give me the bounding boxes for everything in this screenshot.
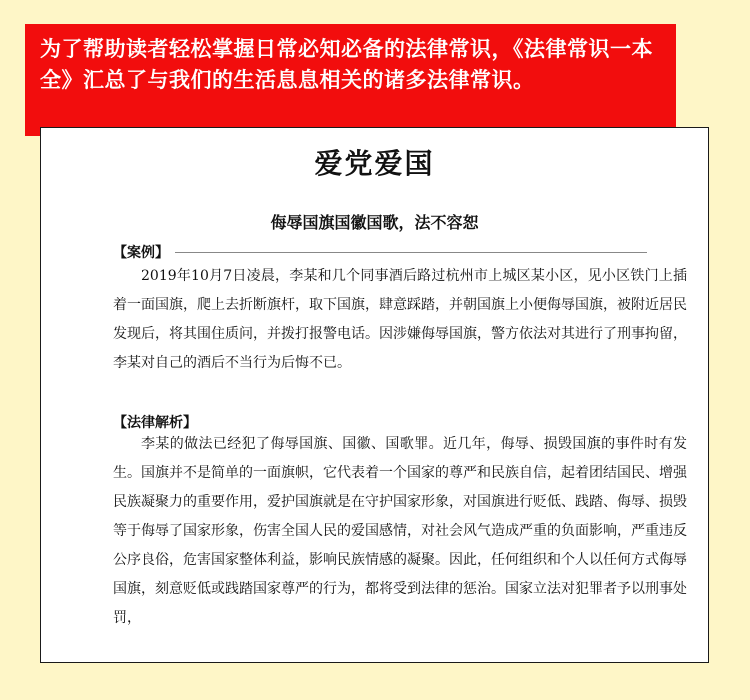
case-divider xyxy=(175,252,647,253)
case-paragraph: 2019年10月7日凌晨，李某和几个同事酒后路过杭州市上城区某小区，见小区铁门上插着一面国旗，爬上去折断旗杆，取下国旗，肆意踩踏，并朝国旗上小便侮辱国旗，被附近居民发现后，将其围住质问，并拨打报警电话。因涉嫌侮辱国旗，警方依法对其进行了刑事拘留，李某对自己的酒后不当行为后悔不已。 xyxy=(113,268,687,371)
article-title: 侮辱国旗国徽国歌，法不容恕 xyxy=(270,213,479,232)
banner-text: 为了帮助读者轻松掌握日常必知必备的法律常识，《法律常识一本全》汇总了与我们的生活息息相关的诸多法律常识。 xyxy=(40,37,653,92)
analysis-paragraph: 李某的做法已经犯了侮辱国旗、国徽、国歌罪。近几年，侮辱、损毁国旗的事件时有发生。国旗并不是简单的一面旗帜，它代表着一个国家的尊严和民族自信，起着团结国民、增强民族凝聚力的重要作用，爱护国旗就是在守护国家形象，对国旗进行贬低、践踏、侮辱、损毁等于侮辱了国家形象，伤害全国人民的爱国感情，对社会风气造成严重的负面影响，严重违反公序良俗，危害国家整体利益，影响民族情感的凝聚。因此，任何组织和个人以任何方式侮辱国旗，刻意贬低或践踏国家尊严的行为，都将受到法律的惩治。国家立法对犯罪者予以刑事处罚， xyxy=(113,436,687,626)
analysis-label: 【法律解析】 xyxy=(113,415,197,431)
book-page xyxy=(40,127,709,663)
analysis-heading xyxy=(113,412,197,432)
case-label: 【案例】 xyxy=(113,245,169,261)
book-title: 爱党爱国 xyxy=(314,147,435,180)
case-heading xyxy=(113,242,647,262)
